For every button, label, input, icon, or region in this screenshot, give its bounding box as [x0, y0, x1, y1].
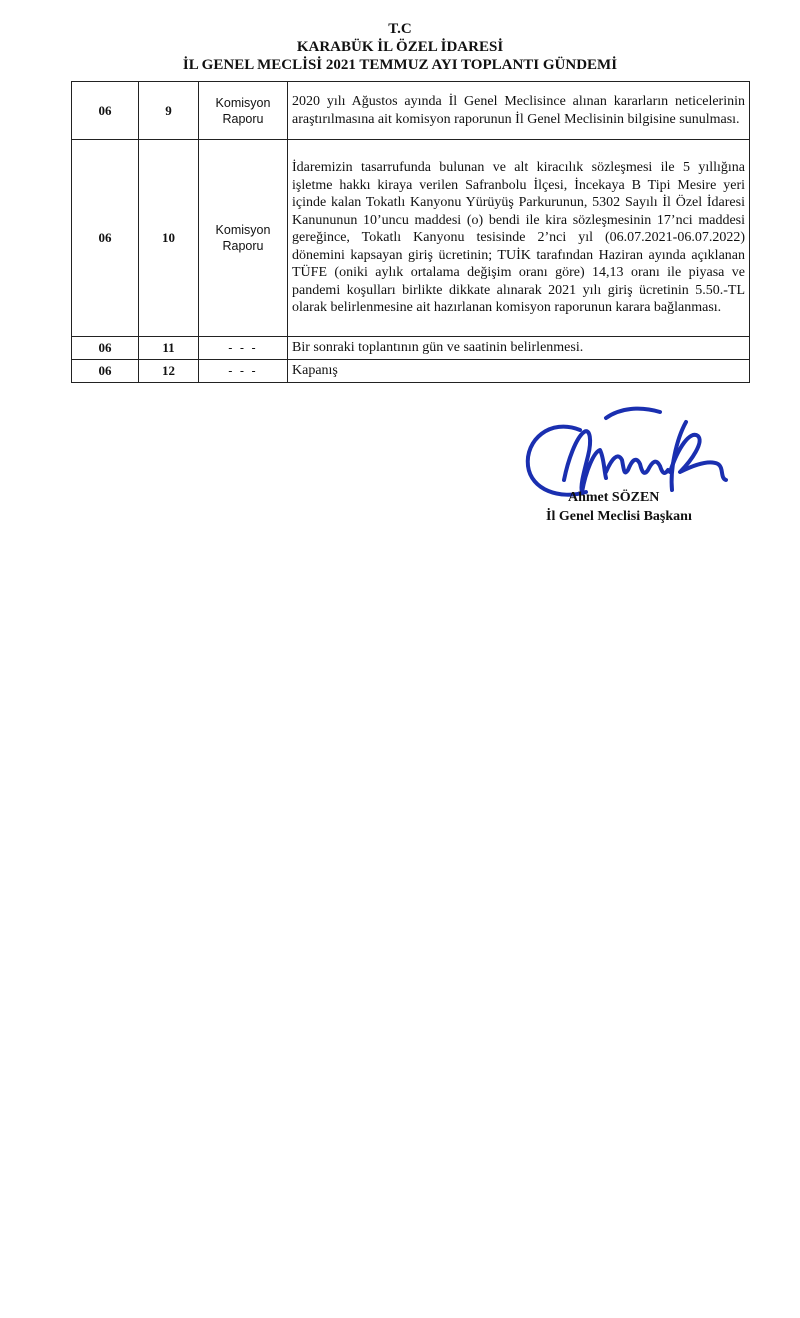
row-month: 06	[72, 360, 139, 383]
document-header	[0, 20, 800, 74]
signatory-title: İl Genel Meclisi Başkanı	[546, 509, 692, 524]
row-month: 06	[72, 337, 139, 360]
row-description: Bir sonraki toplantının gün ve saatinin belirlenmesi.	[288, 337, 750, 360]
row-month: 06	[72, 82, 139, 140]
table-row	[72, 337, 750, 360]
row-description: 2020 yılı Ağustos ayında İl Genel Meclisince alınan kararların neticelerinin araştırılmasına ait komisyon raporunun İl Genel Meclisinin bilgisine sunulması.	[288, 82, 750, 140]
header-line-tc: T.C	[388, 21, 412, 37]
row-type: - - -	[199, 360, 288, 383]
row-type: Komisyon Raporu	[199, 140, 288, 337]
row-month: 06	[72, 140, 139, 337]
row-number: 9	[139, 82, 199, 140]
header-line-institution: KARABÜK İL ÖZEL İDARESİ	[296, 39, 504, 55]
agenda-table	[71, 81, 750, 383]
table-row	[72, 360, 750, 383]
row-number: 10	[139, 140, 199, 337]
row-description: Kapanış	[288, 360, 750, 383]
row-number: 11	[139, 337, 199, 360]
table-row	[72, 82, 750, 140]
table-row	[72, 140, 750, 337]
signatory-name: Ahmet SÖZEN	[568, 490, 660, 505]
row-type: Komisyon Raporu	[199, 82, 288, 140]
row-description: İdaremizin tasarrufunda bulunan ve alt kiracılık sözleşmesi ile 5 yıllığına işletme hakkı kiraya verilen Safranbolu İlçesi, İncekaya B Tipi Mesire yeri içinde kalan Tokatlı Kanyonu Yürüyüş Parkurunun, 5302 Sayılı İl Özel İdaresi Kanununun 10’uncu maddesi (o) bendi ile kira sözleşmesinin 17’nci maddesi gereğince, Tokatlı Kanyonu tesisinde 2’nci yıl (06.07.2021-06.07.2022) dönemini kapsayan giriş ücretinin; TUİK tarafından Haziran ayında açıklanan TÜFE (oniki aylık ortalama değişim oranı göre) 14,13 oranı ile piyasa ve pandemi koşulları birlikte dikkate alınarak 2021 yılı giriş ücretinin 5.50.-TL olarak belirlenmesine ait hazırlanan komisyon raporunun karara bağlanması.	[288, 140, 750, 337]
row-number: 12	[139, 360, 199, 383]
header-line-agenda-title: İL GENEL MECLİSİ 2021 TEMMUZ AYI TOPLANTI GÜNDEMİ	[182, 57, 618, 73]
row-type: - - -	[199, 337, 288, 360]
